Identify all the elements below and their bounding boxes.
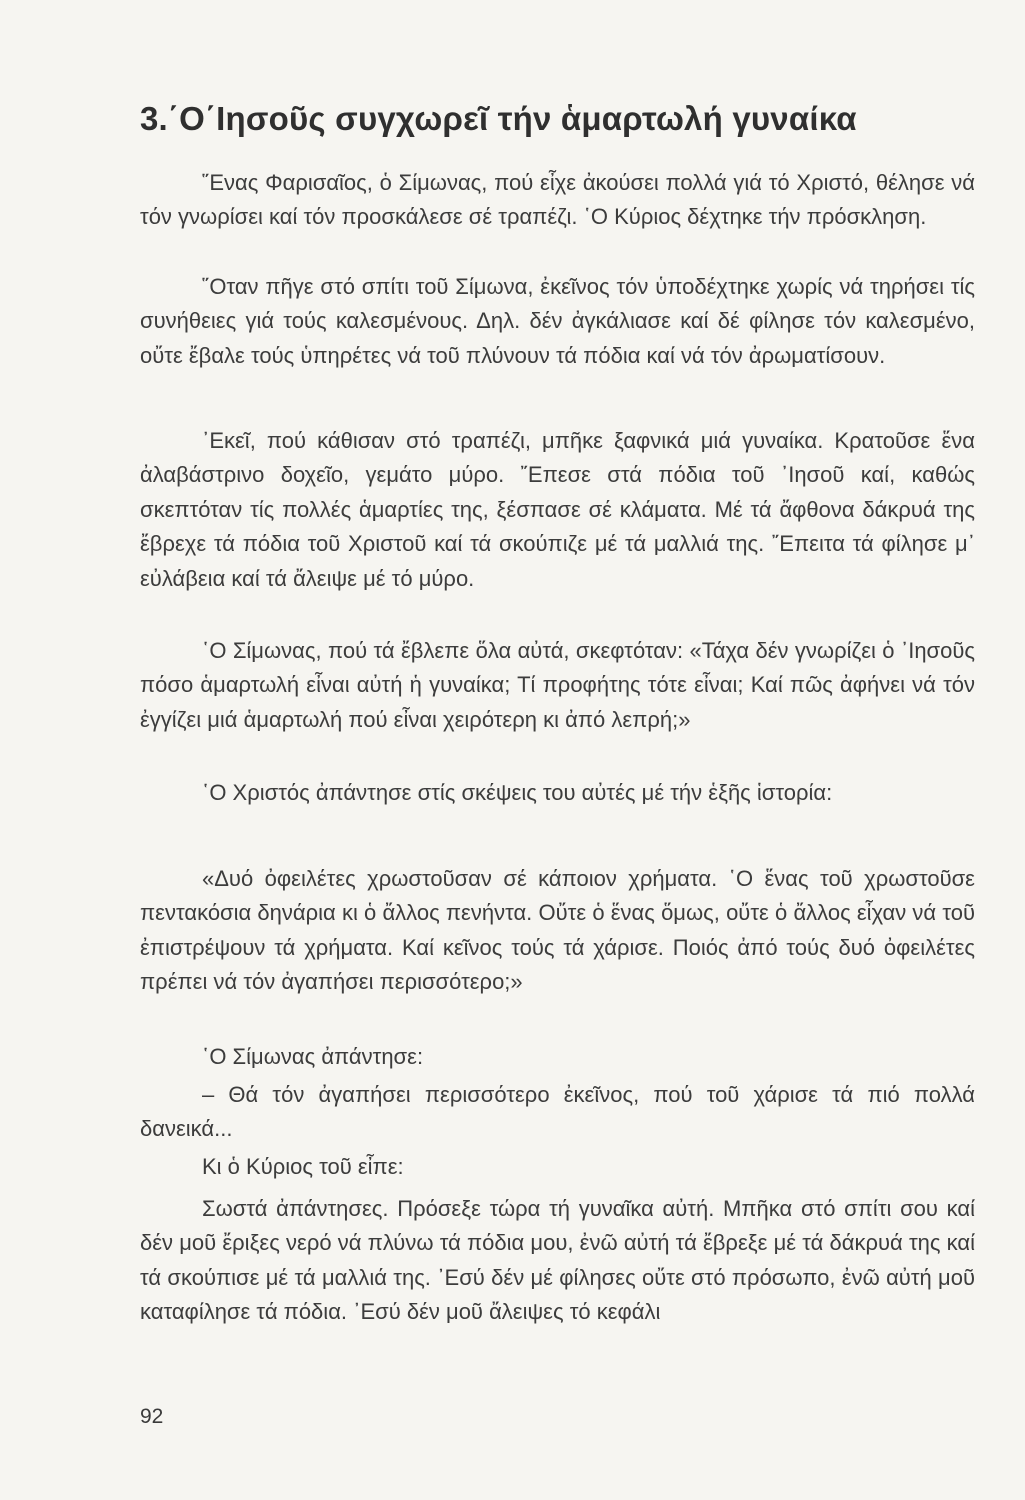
paragraph-7: ῾Ο Σίμωνας ἀπάντησε: [202,1044,424,1069]
paragraph-1: ῞Ενας Φαρισαῖος, ὁ Σίμωνας, πού εἶχε ἀκούσει πολλά γιά τό Χριστό, θέλησε νά τόν γνωρίσει καί τόν προσκάλεσε σέ τραπέζι. ῾Ο Κύριος δέχτηκε τήν πρόσκληση. [140,170,975,230]
paragraph-9: Κι ὁ Κύριος τοῦ εἶπε: [202,1154,404,1179]
paragraph-4: ῾Ο Σίμωνας, πού τά ἔβλεπε ὅλα αὐτά, σκεφτόταν: «Τάχα δέν γνωρίζει ὁ ᾿Ιησοῦς πόσο ἁμαρτωλή εἶναι αὐτή ἡ γυναίκα; Τί προφήτης τότε εἶναι; Καί πῶς ἀφήνει νά τόν ἐγγίζει μιά ἁμαρτωλή πού εἶναι χειρότερη κι ἀπό λεπρή;» [140,638,975,732]
page-number: 92 [140,1405,164,1428]
paragraph-2: ῞Οταν πῆγε στό σπίτι τοῦ Σίμωνα, ἐκεῖνος τόν ὑποδέχτηκε χωρίς νά τηρήσει τίς συνήθειες γιά τούς καλεσμένους. Δηλ. δέν ἀγκάλιασε καί δέ φίλησε τόν καλεσμένο, οὔτε ἔβαλε τούς ὑπηρέτες νά τοῦ πλύνουν τά πόδια καί νά τόν ἀρωματίσουν. [140,274,975,368]
paragraph-3: ᾿Εκεῖ, πού κάθισαν στό τραπέζι, μπῆκε ξαφνικά μιά γυναίκα. Κρατοῦσε ἕνα ἀλαβάστρινο δοχεῖο, γεμάτο μύρο. ῎Επεσε στά πόδια τοῦ ᾿Ιησοῦ καί, καθώς σκεπτόταν τίς πολλές ἁμαρτίες της, ξέσπασε σέ κλάματα. Μέ τά ἄφθονα δάκρυά της ἔβρεχε τά πόδια τοῦ Χριστοῦ καί τά σκούπιζε μέ τά μαλλιά της. ῎Επειτα τά φίλησε μ᾿ εὐλάβεια καί τά ἄλειψε μέ τό μύρο. [140,428,975,591]
paragraph-5: ῾Ο Χριστός ἀπάντησε στίς σκέψεις του αὐτές μέ τήν ἑξῆς ἱστορία: [202,780,833,805]
paragraph-8: – Θά τόν ἀγαπήσει περισσότερο ἐκεῖνος, πού τοῦ χάρισε τά πιό πολλά δανεικά... [140,1082,975,1142]
paragraph-6: «Δυό ὀφειλέτες χρωστοῦσαν σέ κάποιον χρήματα. ῾Ο ἕνας τοῦ χρωστοῦσε πεντακόσια δηνάρια κι ὁ ἄλλος πενήντα. Οὔτε ὁ ἕνας ὅμως, οὔτε ὁ ἄλλος εἶχαν νά τοῦ ἐπιστρέψουν τά χρήματα. Καί κεῖνος τούς τά χάρισε. Ποιός ἀπό τούς δυό ὀφειλέτες πρέπει νά τόν ἀγαπήσει περισσότερο;» [140,866,975,995]
paragraph-10: Σωστά ἀπάντησες. Πρόσεξε τώρα τή γυναῖκα αὐτή. Μπῆκα στό σπίτι σου καί δέν μοῦ ἔριξες νερό νά πλύνω τά πόδια μου, ἐνῶ αὐτή τά ἔβρεξε μέ τά δάκρυά της καί τά σκούπισε μέ τά μαλλιά της. ᾿Εσύ δέν μέ φίλησες οὔτε στό πρόσωπο, ἐνῶ αὐτή μοῦ καταφίλησε τά πόδια. ᾿Εσύ δέν μοῦ ἄλειψες τό κεφάλι [140,1196,975,1325]
chapter-title: 3.΄Ο΄Ιησοῦς συγχωρεῖ τήν ἁμαρτωλή γυναίκα [140,100,857,137]
